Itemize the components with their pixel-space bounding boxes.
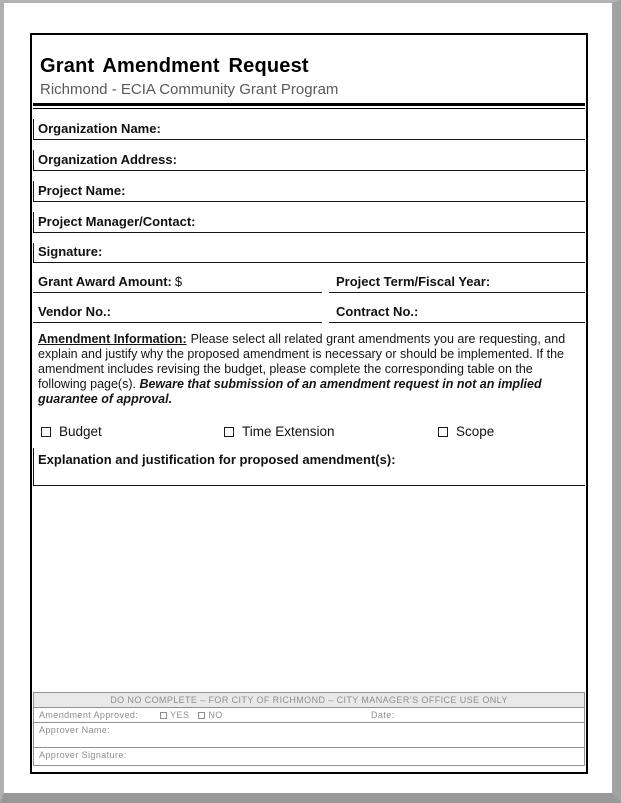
approved-no-checkbox[interactable] [198, 710, 222, 720]
amendment-approved-row [34, 708, 584, 723]
cell-border-tick [33, 243, 34, 262]
time-extension-checkbox-label: Time Extension [242, 424, 335, 439]
cell-border-tick [33, 119, 34, 139]
vendor-no-field[interactable] [33, 293, 322, 323]
cell-gap [322, 263, 329, 293]
cell-gap [322, 293, 329, 323]
cell-border-tick [33, 448, 34, 485]
date-label: Date: [371, 710, 395, 720]
vendor-no-label: Vendor No.: [38, 304, 111, 319]
approver-name-field[interactable] [34, 723, 584, 748]
amendment-type-checkbox-row [33, 424, 585, 441]
title-block [33, 35, 585, 109]
explanation-label: Explanation and justification for proposed amendment(s): [38, 452, 396, 467]
approved-yes-label: YES [170, 710, 190, 720]
approver-name-label: Approver Name: [39, 725, 111, 735]
signature-field[interactable] [33, 233, 585, 263]
contract-no-field[interactable] [329, 293, 585, 323]
approver-signature-field[interactable] [34, 748, 584, 765]
budget-checkbox[interactable] [41, 424, 102, 439]
cell-border-tick [33, 181, 34, 201]
approved-yes-checkbox[interactable] [160, 710, 189, 720]
page-title: Grant Amendment Request [40, 55, 309, 77]
signature-label: Signature: [38, 244, 103, 259]
organization-name-field[interactable] [33, 109, 585, 140]
checkbox-icon[interactable] [41, 427, 51, 437]
amendment-info-paragraph [38, 332, 580, 407]
organization-address-label: Organization Address: [38, 152, 177, 167]
scope-checkbox-label: Scope [456, 424, 495, 439]
scope-checkbox[interactable] [438, 424, 494, 439]
project-manager-label: Project Manager/Contact: [38, 214, 196, 229]
grant-award-amount-label: Grant Award Amount: $ [38, 274, 183, 289]
cell-border-tick [33, 150, 34, 170]
organization-address-field[interactable] [33, 140, 585, 171]
page-border [30, 33, 588, 774]
time-extension-checkbox[interactable] [224, 424, 335, 439]
project-manager-field[interactable] [33, 202, 585, 233]
approver-signature-label: Approver Signature: [39, 750, 127, 760]
project-name-field[interactable] [33, 171, 585, 202]
office-use-table [33, 692, 585, 766]
amendment-info-warning: Beware that submission of an amendment request in not an implied guarantee of approval. [38, 377, 542, 406]
project-term-field[interactable] [329, 263, 585, 293]
checkbox-icon[interactable] [198, 712, 205, 719]
explanation-field[interactable] [33, 448, 585, 486]
page-subtitle: Richmond - ECIA Community Grant Program [40, 81, 339, 98]
checkbox-icon[interactable] [224, 427, 234, 437]
organization-name-label: Organization Name: [38, 121, 161, 136]
grant-award-amount-field[interactable] [33, 263, 322, 293]
dollar-sign: $ [174, 274, 183, 289]
office-use-header: DO NO COMPLETE – FOR CITY OF RICHMOND – CITY MANAGER’S OFFICE USE ONLY [34, 693, 584, 708]
checkbox-icon[interactable] [438, 427, 448, 437]
award-term-row [33, 263, 585, 293]
project-term-label: Project Term/Fiscal Year: [336, 274, 491, 289]
contract-no-label: Contract No.: [336, 304, 419, 319]
cell-border-tick [33, 212, 34, 232]
budget-checkbox-label: Budget [59, 424, 102, 439]
date-field[interactable] [371, 710, 395, 720]
approved-no-label: NO [208, 710, 223, 720]
project-name-label: Project Name: [38, 183, 126, 198]
amendment-approved-label: Amendment Approved: [39, 710, 139, 720]
amendment-info-heading: Amendment Information: [38, 332, 187, 346]
checkbox-icon[interactable] [160, 712, 167, 719]
vendor-contract-row [33, 293, 585, 323]
amendment-info-body: Please select all related grant amendments you are requesting, and explain and justify why the proposed amendment is necessary or should be implemented. If the amendment includes revising the budget, please complete the corresponding table on the following page(s). [38, 332, 566, 391]
explanation-blank-area[interactable] [33, 486, 585, 692]
